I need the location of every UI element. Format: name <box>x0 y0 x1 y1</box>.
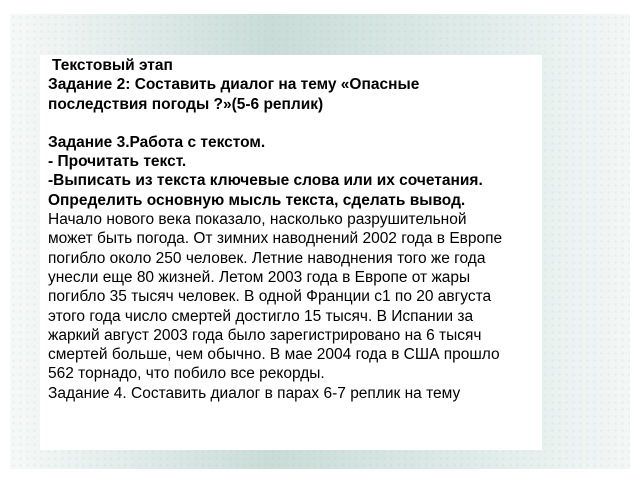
task3-heading: Задание 3.Работа с текстом. <box>48 133 266 151</box>
task2-line1: Задание 2: Составить диалог на тему «Опасные <box>48 76 420 94</box>
stage-title: Текстовый этап <box>52 57 173 74</box>
spacer <box>48 114 538 133</box>
body-line: этого года число смертей достигло 15 тысяч. В Испании за <box>48 307 474 325</box>
task3-step-keywords: -Выписать из текста ключевые слова или их сочетания. <box>48 172 483 190</box>
task4-text: Задание 4. Составить диалог в парах 6-7 реплик на тему <box>48 384 461 402</box>
body-line: Начало нового века показало, насколько разрушительной <box>48 211 467 229</box>
body-text <box>48 210 538 384</box>
body-line: может быть погода. От зимних наводнений 2002 года в Европе <box>48 230 503 248</box>
body-line: смертей больше, чем обычно. В мае 2004 года в США прошло <box>48 346 500 364</box>
slide-content <box>48 56 538 403</box>
body-line: жаркий август 2003 года было зарегистрировано на 6 тысяч <box>48 326 482 344</box>
body-line: погибло около 250 человек. Летние наводнения того же года <box>48 249 486 267</box>
body-line: погибло 35 тысяч человек. В одной Франции с1 по 20 августа <box>48 288 492 306</box>
body-line: 562 торнадо, что побило все рекорды. <box>48 365 325 383</box>
task2-line2: последствия погоды ?»(5-6 реплик) <box>48 95 324 113</box>
body-line: унесли еще 80 жизней. Летом 2003 года в Европе от жары <box>48 268 471 286</box>
task3-step-main-idea: Определить основную мысль текста, сделать вывод. <box>48 191 466 209</box>
task3-step-read: - Прочитать текст. <box>48 153 187 171</box>
